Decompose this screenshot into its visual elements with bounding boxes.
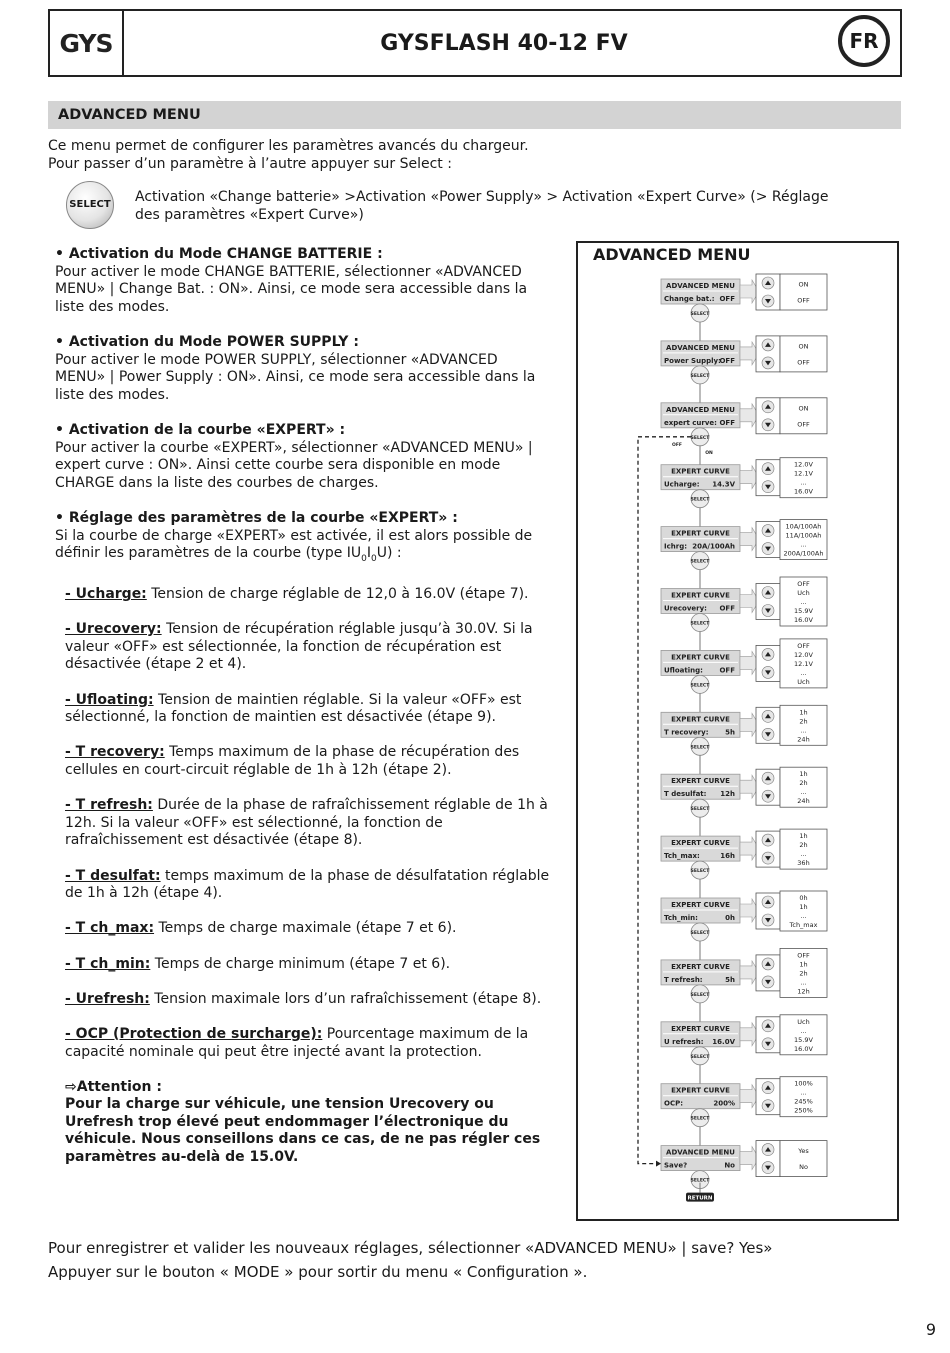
parameter-description: Tension de charge réglable de 12,0 à 16.0V (étape 7). (146, 586, 529, 603)
select-button-label: SELECT (690, 559, 710, 565)
option-value: 250% (794, 1106, 813, 1115)
parameter-term: - Urecovery: (65, 621, 162, 638)
option-value: 24h (797, 735, 810, 744)
lcd-value: OFF (719, 295, 735, 303)
option-value: 1h (799, 960, 808, 969)
option-value: ON (798, 342, 809, 351)
brand-logo: GYS (59, 28, 113, 58)
lcd-parameter: Power Supply: (664, 356, 721, 365)
lcd-value: 16h (720, 852, 735, 861)
parameter-item (55, 744, 550, 779)
power-supply-heading: • Activation du Mode POWER SUPPLY : (55, 333, 359, 350)
option-value: 2h (799, 841, 808, 850)
option-value: 245% (794, 1097, 813, 1106)
warning-block (55, 1079, 550, 1167)
option-value: OFF (797, 296, 810, 305)
select-button-label: SELECT (690, 435, 710, 441)
parameter-term: - T ch_max: (65, 920, 155, 937)
lcd-value: 16.0V (712, 1037, 735, 1046)
select-button-label: SELECT (690, 497, 710, 503)
lcd-parameter: Ucharge: (664, 480, 700, 489)
select-button-label: SELECT (690, 312, 710, 317)
expert-settings-text-b: U) : (376, 545, 402, 562)
option-value: Uch (797, 677, 810, 686)
option-value: 0h (799, 894, 808, 902)
lcd-value: 5h (725, 728, 735, 737)
parameter-description: Temps de charge minimum (étape 7 et 6). (150, 955, 451, 972)
parameter-term: - Ufloating: (65, 691, 154, 708)
option-value: OFF (797, 951, 810, 960)
lcd-parameter: expert curve: (664, 418, 717, 427)
parameter-term: - T recovery: (65, 744, 165, 761)
on-branch-label: ON (705, 450, 713, 456)
arrow-head-icon (656, 1161, 661, 1167)
lcd-parameter: T desulfat: (664, 790, 707, 799)
parameter-description: Tension de récupération réglable jusqu’à 30.0V. Si la valeur «OFF» est sélectionnée, la fonction de récupération est désactivée (étape 2 et 4). (65, 621, 533, 673)
change-battery-block (55, 246, 550, 316)
lcd-parameter: T recovery: (664, 728, 709, 737)
option-value: ... (800, 788, 807, 797)
lcd-value: OFF (719, 604, 735, 613)
option-value: OFF (797, 420, 810, 429)
warning-text: Pour la charge sur véhicule, une tension Urecovery ou Urefresh trop élevé peut endommager l’électronique du véhicule. Nous conseillons dans ce cas, de ne pas régler ces paramètres au-delà de 15.0V. (65, 1096, 541, 1166)
parameter-description: temps maximum de la phase de désulfatation réglable de 1h à 12h (étape 4). (65, 867, 550, 902)
lcd-parameter: Tch_min: (664, 914, 698, 922)
intro-line-1: Ce menu permet de configurer les paramètres avancés du chargeur. (48, 138, 529, 154)
section-title: ADVANCED MENU (48, 101, 901, 129)
option-value: 2h (799, 969, 808, 978)
select-button-label: SELECT (690, 1116, 710, 1122)
option-value: ... (800, 850, 807, 859)
option-value: Tch_max (789, 921, 818, 929)
lcd-parameter: Urecovery: (664, 604, 707, 613)
option-value: ... (800, 726, 807, 735)
options-box (780, 274, 827, 310)
diagram-title: ADVANCED MENU (593, 245, 751, 264)
options-box (780, 1141, 827, 1177)
parameter-item (55, 991, 550, 1009)
options-box (780, 398, 827, 434)
option-value: 2h (799, 717, 808, 726)
option-value: 200A/100Ah (783, 549, 824, 558)
lcd-value: 5h (725, 975, 735, 984)
option-value: ... (800, 598, 807, 606)
lcd-value: OFF (719, 356, 735, 365)
power-supply-block (55, 334, 550, 404)
page-number: 9 (925, 1320, 936, 1339)
lcd-heading: EXPERT CURVE (671, 529, 730, 538)
option-value: 36h (797, 859, 810, 868)
expert-settings-block (55, 510, 550, 569)
select-sequence-description: Activation «Change batterie» >Activation «Power Supply» > Activation «Expert Curve» (> Réglage des paramètres «Expert Curve») (135, 189, 829, 223)
lcd-heading: ADVANCED MENU (666, 1148, 735, 1157)
expert-curve-text: Pour activer la courbe «EXPERT», sélectionner «ADVANCED MENU» | expert curve : ON». Ainsi cette courbe sera disponible en mode CHARGE dans la liste des courbes de charges. (55, 439, 533, 491)
option-value: OFF (797, 580, 810, 588)
parameter-description: Temps maximum de la phase de récupération des cellules en court-circuit réglable de 1h à 12h (étape 2). (65, 744, 520, 779)
warning-heading: ⇨Attention : (65, 1078, 162, 1095)
option-value: ... (800, 978, 807, 987)
option-value: 1h (799, 770, 808, 779)
option-value: 1h (799, 708, 808, 717)
lcd-heading: EXPERT CURVE (671, 777, 730, 786)
parameter-item (55, 956, 550, 974)
brand-logo-box (50, 11, 124, 75)
expert-settings-text-a: Si la courbe de charge «EXPERT» est activée, il est alors possible de définir les paramètres de la courbe (type IU (55, 527, 533, 562)
option-value: 16.0V (794, 616, 813, 624)
lcd-heading: ADVANCED MENU (666, 282, 735, 290)
select-button-label: SELECT (690, 931, 710, 936)
lcd-heading: ADVANCED MENU (666, 343, 735, 352)
option-value: 15.9V (794, 607, 813, 615)
option-value: 16.0V (794, 1044, 813, 1053)
curve-type-mid: I (366, 545, 372, 562)
page-header (48, 9, 902, 77)
document-title: GYSFLASH 40-12 FV (380, 31, 628, 56)
parameter-item (55, 920, 550, 938)
lcd-heading: EXPERT CURVE (671, 1086, 730, 1095)
exit-instruction: Appuyer sur le bouton « MODE » pour sortir du menu « Configuration ». (48, 1263, 588, 1281)
language-badge: FR (838, 15, 890, 67)
lcd-heading: EXPERT CURVE (671, 1024, 730, 1033)
lcd-heading: EXPERT CURVE (671, 715, 730, 724)
curve-subscript-2: 0 (371, 553, 377, 564)
lcd-heading: EXPERT CURVE (671, 839, 730, 848)
lcd-parameter: Tch_max: (664, 852, 700, 861)
parameter-term: - T ch_min: (65, 955, 151, 972)
parameter-description: Tension maximale lors d’un rafraîchissement (étape 8). (149, 990, 542, 1007)
option-value: 12h (797, 987, 810, 996)
option-value: 12.0V (794, 460, 813, 469)
return-label: RETURN (687, 1195, 713, 1202)
parameter-item (55, 797, 550, 850)
select-button-label: SELECT (690, 621, 710, 627)
lcd-value: OFF (719, 418, 735, 427)
parameter-list (55, 586, 550, 1061)
lcd-parameter: OCP: (664, 1099, 684, 1108)
select-button-icon: SELECT (66, 181, 114, 229)
select-button-label: SELECT (690, 683, 710, 689)
lcd-value: 12h (720, 790, 735, 799)
expert-settings-text (55, 528, 550, 569)
option-value: Uch (797, 589, 810, 597)
option-value: 11A/100Ah (785, 531, 822, 540)
parameter-description: Durée de la phase de rafraîchissement réglable de 1h à 12h. Si la valeur «OFF» est sélectionné, la fonction de rafraîchissement est désactivée (étape 8). (65, 797, 548, 849)
option-value: ... (800, 1026, 807, 1035)
option-value: 10A/100Ah (785, 522, 822, 531)
lcd-parameter: Ufloating: (664, 666, 703, 675)
curve-subscript-1: 0 (361, 553, 367, 564)
option-value: 1h (799, 832, 808, 841)
parameter-item (55, 586, 550, 604)
select-button-label: SELECT (690, 869, 710, 875)
option-value: OFF (797, 641, 810, 650)
parameter-term: - OCP (Protection de surcharge): (65, 1025, 323, 1042)
parameter-item (55, 692, 550, 727)
options-box (780, 336, 827, 372)
parameter-item (55, 1026, 550, 1061)
option-value: ... (800, 478, 807, 487)
lcd-value: 0h (725, 914, 735, 922)
select-button-label: SELECT (690, 1178, 710, 1184)
off-branch-label: OFF (672, 442, 682, 448)
parameter-description: Pourcentage maximum de la capacité nominale qui peut être injecté avant la protection. (65, 1025, 529, 1060)
option-value: ... (800, 540, 807, 549)
parameter-item (55, 868, 550, 903)
change-battery-text: Pour activer le mode CHANGE BATTERIE, sélectionner «ADVANCED MENU» | Change Bat. : ON». Ainsi, ce mode sera accessible dans la liste des modes. (55, 263, 528, 315)
parameter-item (55, 621, 550, 674)
lcd-heading: EXPERT CURVE (671, 653, 730, 662)
lcd-value: OFF (719, 666, 735, 675)
option-value: 12.0V (794, 650, 813, 659)
parameter-description: Temps de charge maximale (étape 7 et 6). (154, 920, 457, 937)
option-value: ON (798, 404, 809, 413)
option-value: ON (798, 280, 809, 289)
option-value: ... (800, 668, 807, 677)
parameter-term: - Ucharge: (65, 586, 147, 603)
lcd-heading: EXPERT CURVE (671, 591, 730, 600)
option-value: 1h (799, 903, 808, 911)
lcd-heading: EXPERT CURVE (671, 467, 730, 476)
parameter-term: - T desulfat: (65, 867, 161, 884)
expert-curve-block (55, 422, 550, 492)
option-value: OFF (797, 358, 810, 367)
option-value: No (799, 1163, 808, 1172)
parameter-term: - T refresh: (65, 797, 153, 814)
option-value: 2h (799, 779, 808, 788)
expert-curve-heading: • Activation de la courbe «EXPERT» : (55, 421, 346, 438)
change-battery-heading: • Activation du Mode CHANGE BATTERIE : (55, 246, 383, 262)
select-button-label: SELECT (690, 807, 710, 813)
select-button-label: SELECT (690, 373, 710, 379)
option-value: 12.1V (794, 659, 813, 668)
parameter-term: - Urefresh: (65, 990, 150, 1007)
option-value: ... (800, 912, 807, 920)
lcd-parameter: Change bat.: (664, 295, 715, 303)
lcd-parameter: U refresh: (664, 1037, 704, 1046)
parameter-description: Tension de maintien réglable. Si la valeur «OFF» est sélectionné, la fonction de maintien est désactivée (étape 9). (65, 691, 522, 726)
lcd-heading: EXPERT CURVE (671, 901, 730, 909)
intro-line-2: Pour passer d’un paramètre à l’autre appuyer sur Select : (48, 156, 452, 172)
lcd-value: 200% (713, 1099, 735, 1108)
lcd-heading: EXPERT CURVE (671, 962, 730, 971)
select-button-label: SELECT (690, 1054, 710, 1060)
option-value: 16.0V (794, 487, 813, 496)
expert-settings-heading: • Réglage des paramètres de la courbe «EXPERT» : (55, 509, 458, 526)
option-value: Uch (797, 1017, 810, 1026)
option-value: 12.1V (794, 469, 813, 478)
lcd-heading: ADVANCED MENU (666, 405, 735, 414)
flow-chart (578, 243, 897, 1219)
option-value: 24h (797, 797, 810, 806)
power-supply-text: Pour activer le mode POWER SUPPLY, sélectionner «ADVANCED MENU» | Power Supply : ON». Ainsi, ce mode sera accessible dans la liste des modes. (55, 351, 536, 403)
lcd-parameter: T refresh: (664, 975, 703, 984)
lcd-value: 14.3V (712, 480, 735, 489)
lcd-parameter: Ichrg: (664, 542, 687, 551)
lcd-value: No (724, 1161, 735, 1170)
select-button-label: SELECT (690, 992, 710, 998)
lcd-parameter: Save? (664, 1161, 688, 1170)
option-value: 15.9V (794, 1035, 813, 1044)
save-instruction: Pour enregistrer et valider les nouveaux réglages, sélectionner «ADVANCED MENU» | save? Yes» (48, 1239, 773, 1257)
advanced-menu-diagram (576, 241, 899, 1221)
lcd-value: 20A/100Ah (692, 542, 735, 551)
option-value: Yes (798, 1147, 809, 1156)
option-value: ... (800, 1088, 807, 1097)
option-value: 100% (794, 1079, 813, 1088)
select-button-label: SELECT (690, 745, 710, 751)
instructions-column (55, 246, 550, 1167)
